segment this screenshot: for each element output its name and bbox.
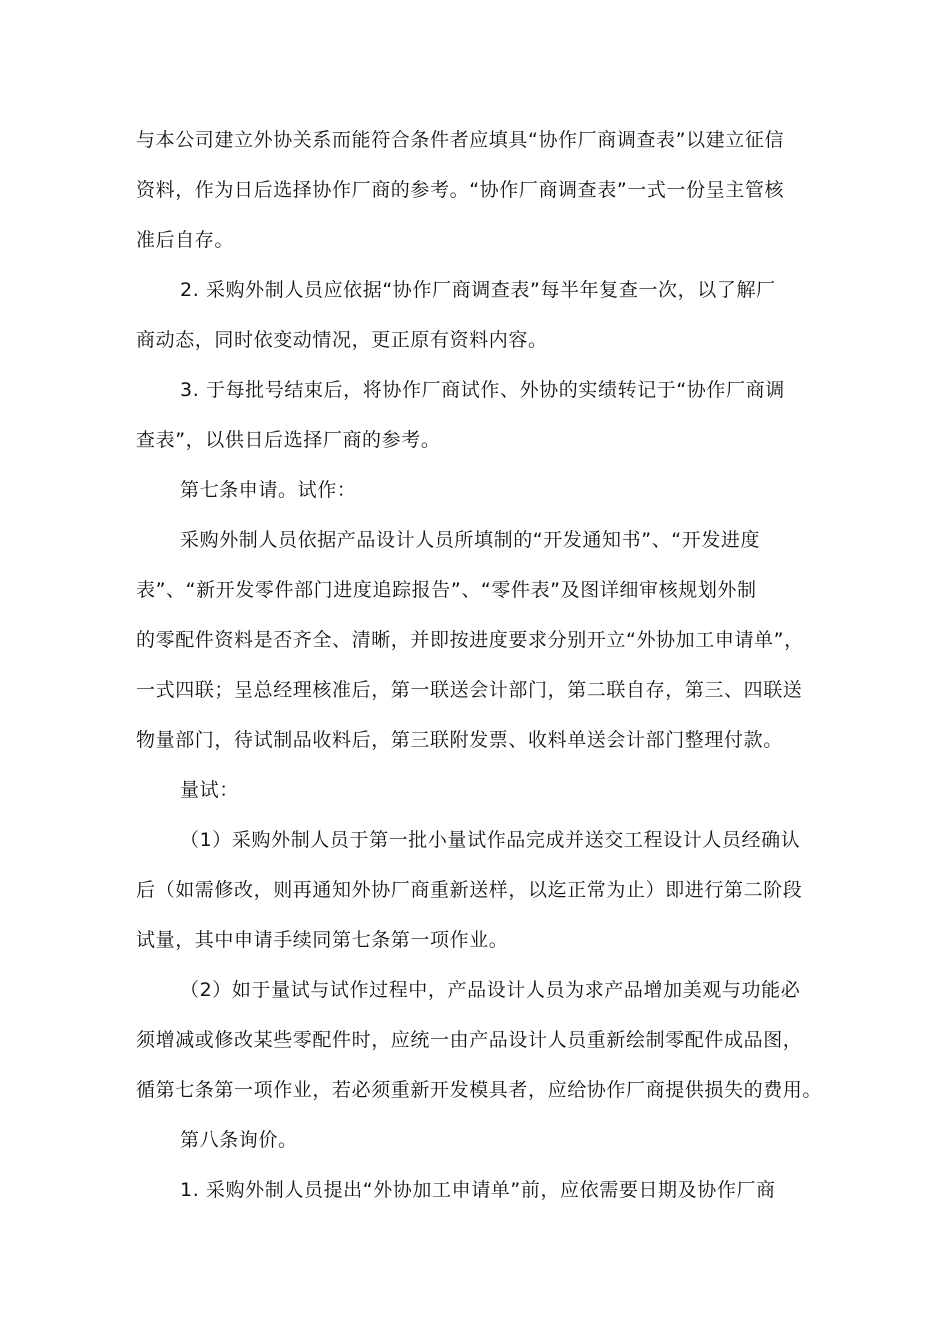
paragraph-line: 商动态，同时依变动情况，更正原有资料内容。 — [136, 329, 548, 351]
paragraph-line: （1）采购外制人员于第一批小量试作品完成并送交工程设计人员经确认 — [180, 829, 801, 851]
paragraph-line: 物量部门，待试制品收料后，第三联附发票、收料单送会计部门整理付款。 — [136, 729, 783, 751]
paragraph-line: 3. 于每批号结束后，将协作厂商试作、外协的实绩转记于“协作厂商调 — [180, 379, 785, 401]
paragraph-line: 与本公司建立外协关系而能符合条件者应填具“协作厂商调查表”以建立征信 — [136, 129, 785, 151]
paragraph-line: 采购外制人员依据产品设计人员所填制的“开发通知书”、“开发进度 — [180, 529, 761, 551]
paragraph-line: （2）如于量试与试作过程中，产品设计人员为求产品增加美观与功能必 — [180, 979, 801, 1001]
paragraph-line: 的零配件资料是否齐全、清晰，并即按进度要求分别开立“外协加工申请单”， — [136, 629, 804, 651]
section-heading: 量试： — [180, 779, 239, 801]
paragraph-line: 须增减或修改某些零配件时，应统一由产品设计人员重新绘制零配件成品图， — [136, 1029, 803, 1051]
paragraph-line: 查表”，以供日后选择厂商的参考。 — [136, 429, 441, 451]
section-heading: 第八条询价。 — [180, 1129, 298, 1151]
paragraph-line: 资料，作为日后选择协作厂商的参考。“协作厂商调查表”一式一份呈主管核 — [136, 179, 785, 201]
paragraph-line: 1. 采购外制人员提出“外协加工申请单”前，应依需要日期及协作厂商 — [180, 1179, 776, 1201]
paragraph-line: 后（如需修改，则再通知外协厂商重新送样，以迄正常为止）即进行第二阶段 — [136, 879, 803, 901]
paragraph-line: 准后自存。 — [136, 229, 235, 251]
paragraph-line: 表”、“新开发零件部门进度追踪报告”、“零件表”及图详细审核规划外制 — [136, 579, 757, 601]
paragraph-line: 2. 采购外制人员应依据“协作厂商调查表”每半年复查一次，以了解厂 — [180, 279, 776, 301]
paragraph-line: 循第七条第一项作业，若必须重新开发模具者，应给协作厂商提供损失的费用。 — [136, 1079, 823, 1101]
section-heading: 第七条申请。试作： — [180, 479, 357, 501]
paragraph-line: 试量，其中申请手续同第七条第一项作业。 — [136, 929, 509, 951]
paragraph-line: 一式四联；呈总经理核准后，第一联送会计部门，第二联自存，第三、四联送 — [136, 679, 803, 701]
